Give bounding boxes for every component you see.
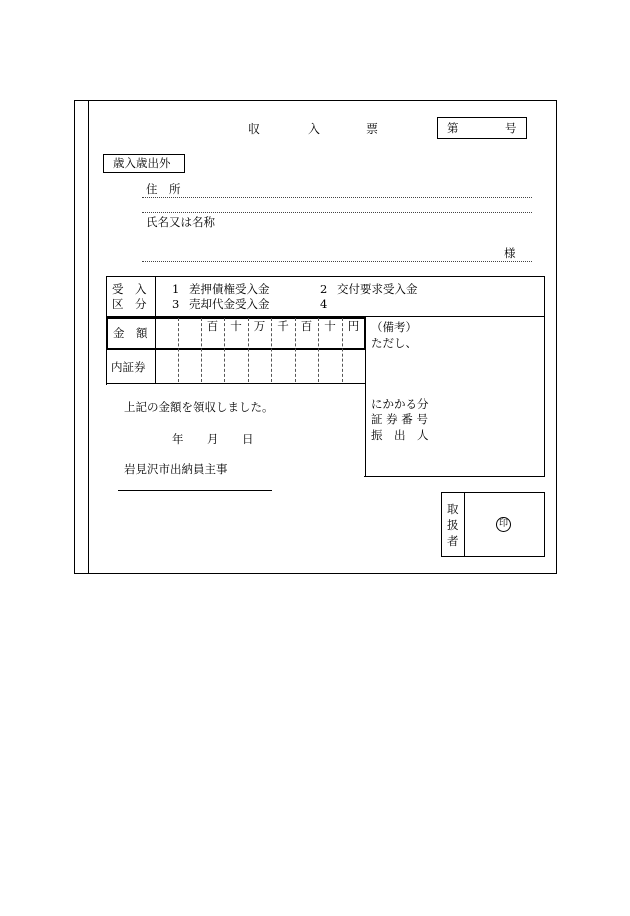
digit-header-juu: 十 (324, 319, 336, 333)
remarks-line-1: ただし、 (371, 336, 417, 350)
name-line (142, 261, 532, 262)
remarks-line-3: 証 券 番 号 (371, 412, 428, 426)
signature-line (118, 490, 272, 491)
remarks-title: （備考） (371, 320, 417, 334)
digit-header-hyaku: 百 (300, 319, 313, 333)
securities-label: 内証券 (111, 360, 146, 374)
digit-header-en: 円 (347, 319, 360, 333)
issuer: 岩見沢市出納員主事 (124, 462, 228, 476)
address-line (142, 197, 532, 198)
title-char-1: 収 (248, 122, 261, 136)
receipt-option-3-text: 売却代金受入金 (189, 297, 270, 311)
binding-margin-line (88, 100, 89, 574)
category-tag: 歳入歳出外 (113, 156, 171, 170)
date-day: 日 (242, 432, 254, 446)
digit-col-1 (178, 318, 179, 382)
address-label: 住 所 (146, 182, 181, 196)
receipt-option-2-text: 交付要求受入金 (337, 282, 418, 296)
receipt-option-1-text: 差押債権受入金 (189, 282, 270, 296)
amount-right-divider (365, 316, 366, 477)
handler-char-3: 者 (447, 534, 459, 548)
honorific: 様 (504, 246, 516, 260)
date-year: 年 (172, 432, 184, 446)
number-dai: 第 (447, 121, 459, 135)
name-label: 氏名又は名称 (146, 215, 215, 229)
receipt-type-label-2: 区 分 (112, 297, 147, 311)
digit-header-sen: 千 (277, 319, 289, 333)
receipt-option-2-num: 2 (320, 282, 328, 296)
handler-char-1: 取 (447, 502, 459, 516)
digit-header-man: 万 (253, 319, 266, 333)
receipt-type-label-1: 受 入 (112, 282, 147, 296)
remarks-line-4: 振 出 人 (371, 428, 429, 442)
seal-icon (496, 517, 511, 532)
title-char-3: 票 (366, 122, 379, 136)
receipt-option-4-num: 4 (320, 297, 328, 311)
seal-text: 印 (498, 519, 508, 529)
receipt-option-3-num: 3 (172, 297, 180, 311)
digit-header-juu-man: 十 (230, 319, 242, 333)
amount-label: 金 額 (113, 326, 148, 340)
received-statement: 上記の金額を領収しました。 (124, 400, 274, 414)
digit-header-hyaku-man: 百 (206, 319, 219, 333)
receipt-option-1-num: 1 (172, 282, 180, 296)
securities-bottom-line (106, 383, 366, 384)
remarks-line-2: にかかる分 (371, 397, 429, 411)
handler-char-2: 扱 (447, 518, 459, 532)
date-month: 月 (207, 432, 219, 446)
address-line-2 (142, 212, 532, 213)
title-char-2: 入 (308, 122, 321, 136)
number-go: 号 (505, 121, 517, 135)
handler-divider (464, 492, 465, 557)
